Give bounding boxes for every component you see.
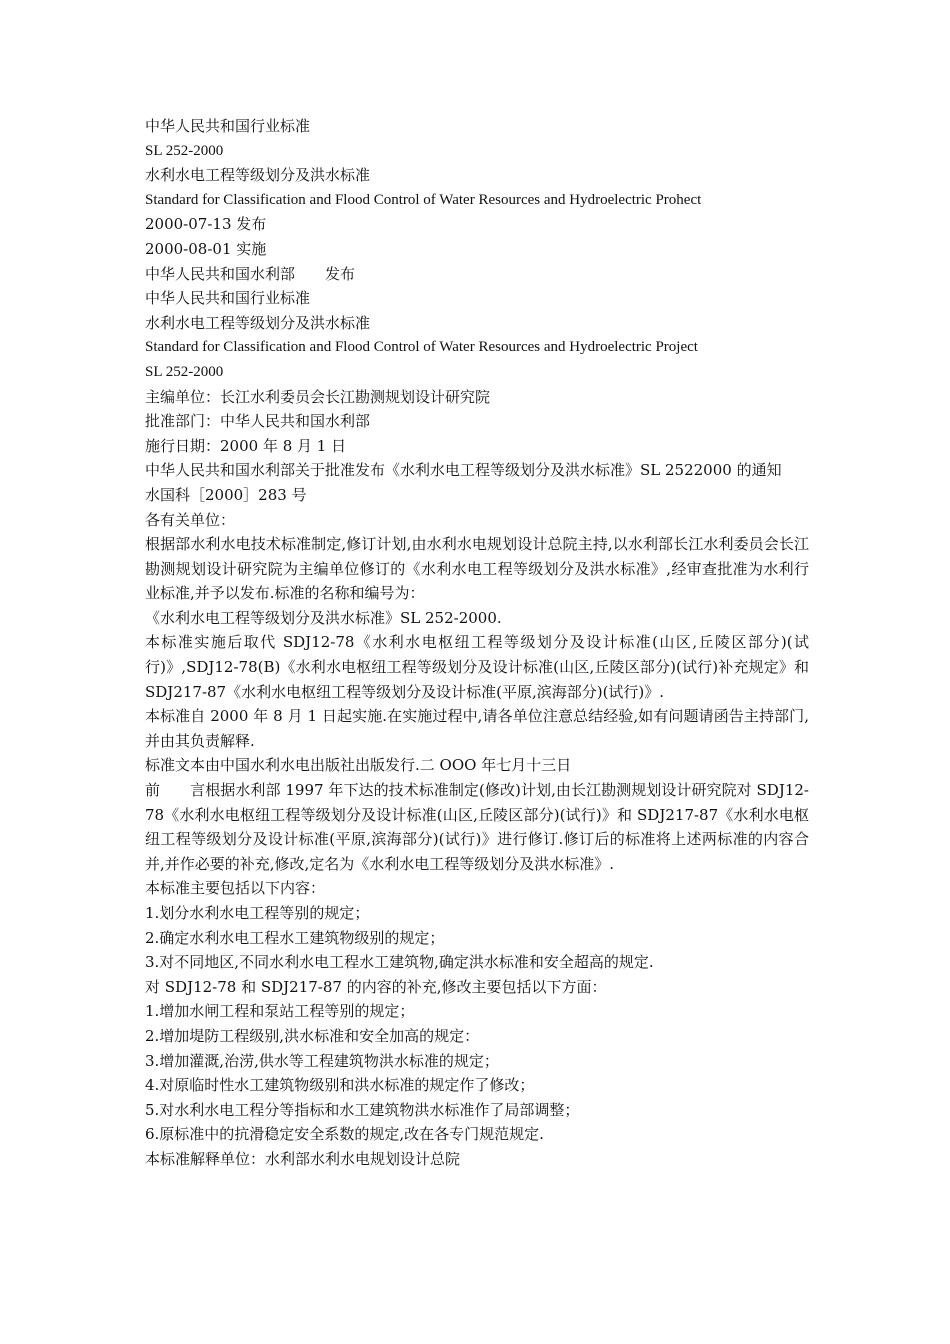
standard-code-repeat: SL 252-2000: [145, 363, 224, 380]
body-paragraph: 本标准自 2000 年 8 月 1 日起实施.在实施过程中,请各单位注意总结经验,如有问题请函告主持部门,并由其负责解释.: [145, 707, 809, 750]
approving-department: 批准部门：中华人民共和国水利部: [145, 412, 371, 431]
list-item: 1.划分水利水电工程等别的规定；: [145, 904, 370, 922]
salutation: 各有关单位：: [145, 510, 236, 529]
notice-title: 中华人民共和国水利部关于批准发布《水利水电工程等级划分及洪水标准》SL 2522000 的通知: [145, 461, 782, 480]
list-item: 6.原标准中的抗滑稳定安全系数的规定,改在各专门规范规定.: [145, 1125, 544, 1144]
standard-type-repeat: 中华人民共和国行业标准: [145, 289, 311, 308]
list-item: 2.确定水利水电工程水工建筑物级别的规定；: [145, 928, 445, 947]
body-paragraph: 对 SDJ12-78 和 SDJ217-87 的内容的补充,修改主要包括以下方面：: [145, 977, 607, 996]
chief-editor-unit: 主编单位：长江水利委员会长江勘测规划设计研究院: [145, 387, 491, 406]
body-paragraph: 根据部水利水电技术标准制定,修订计划,由水利水电规划设计总院主持,以水利部长江水利委员会长江勘测规划设计研究院为主编单位修订的《水利水电工程等级划分及洪水标准》,经审查批准为水利行业标准,并予以发布.标准的名称和编号为：: [145, 535, 809, 603]
body-paragraph: 本标准主要包括以下内容：: [145, 879, 326, 898]
header-title-zh: 水利水电工程等级划分及洪水标准: [145, 166, 371, 185]
header-standard-code: SL 252-2000: [145, 142, 224, 159]
list-item: 2.增加堤防工程级别,洪水标准和安全加高的规定：: [145, 1026, 480, 1045]
publish-date: 2000-07-13 发布: [145, 215, 267, 234]
list-item: 5.对水利水电工程分等指标和水工建筑物洪水标准作了局部调整；: [145, 1100, 580, 1119]
list-item: 4.对原临时性水工建筑物级别和洪水标准的规定作了修改；: [145, 1076, 535, 1095]
document-number: 水国科［2000］283 号: [145, 485, 307, 504]
publisher: 中华人民共和国水利部 发布: [145, 264, 356, 283]
list-item: 1.增加水闸工程和泵站工程等别的规定；: [145, 1002, 415, 1021]
list-item: 3.增加灌溉,治涝,供水等工程建筑物洪水标准的规定；: [145, 1051, 499, 1070]
document-page: [145, 114, 809, 1172]
body-paragraph: 本标准实施后取代 SDJ12-78《水利水电枢纽工程等级划分及设计标准(山区,丘陵区部分)(试行)》,SDJ12-78(B)《水利水电枢纽工程等级划分及设计标准(山区,丘陵区部分)(试行)补充规定》和 SDJ217-87《水利水电枢纽工程等级划分及设计标准(平原,滨海部分)(试行)》.: [145, 633, 809, 701]
list-item: 3.对不同地区,不同水利水电工程水工建筑物,确定洪水标准和安全超高的规定.: [145, 953, 654, 972]
preface-paragraph: 前 言根据水利部 1997 年下达的技术标准制定(修改)计划,由长江勘测规划设计研究院对 SDJ12-78《水利水电枢纽工程等级划分及设计标准(山区,丘陵区部分)(试行)》和 SDJ217-87《水利水电枢纽工程等级划分及设计标准(平原,滨海部分)(试行)》进行修订.修订后的标准将上述两标准的内容合并,并作必要的补充,修改,定名为《水利水电工程等级划分及洪水标准》.: [145, 781, 809, 873]
title-en-repeat: Standard for Classification and Flood Control of Water Resources and Hydroelectric Project: [145, 339, 698, 356]
header-standard-type: 中华人民共和国行业标准: [145, 117, 311, 135]
header-title-en: Standard for Classification and Flood Control of Water Resources and Hydroelectric Prohect: [145, 191, 702, 208]
effective-date: 2000-08-01 实施: [145, 239, 267, 258]
interpretation-unit: 本标准解释单位：水利部水利水电规划设计总院: [145, 1149, 461, 1168]
body-paragraph: 《水利水电工程等级划分及洪水标准》SL 252-2000.: [145, 608, 502, 627]
title-zh-repeat: 水利水电工程等级划分及洪水标准: [145, 313, 371, 332]
implementation-date: 施行日期：2000 年 8 月 1 日: [145, 436, 347, 455]
body-paragraph: 标准文本由中国水利水电出版社出版发行.二 OOO 年七月十三日: [145, 756, 572, 775]
